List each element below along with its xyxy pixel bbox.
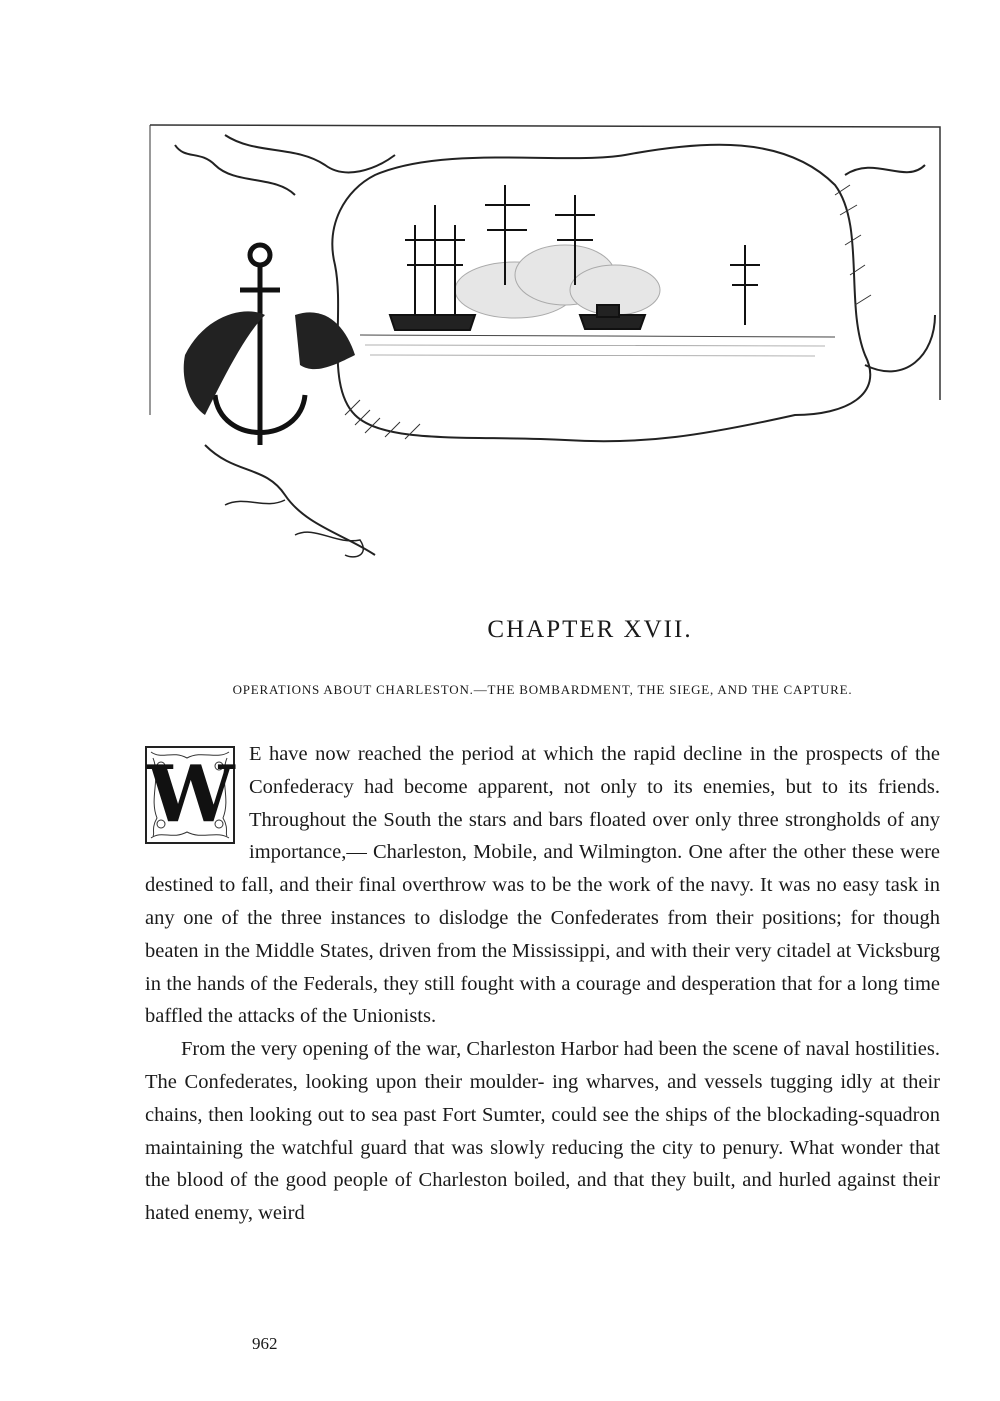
drop-cap — [145, 746, 235, 844]
drop-cap-letter: W — [147, 749, 235, 840]
naval-battle-engraving-icon — [145, 115, 945, 585]
paragraph: E have now reached the period at which the rapid decline in the prospects of the Confederacy had become apparent, not only to its enemies, but to its friends. Throughout the South the stars and bars floated over only three strongholds of any importance,— Charleston, Mobile, and Wilmington. One after the other these were destined to fall, and their final overthrow was to be the work of the navy. It was no easy task in any one of the three instances to dislodge the Confederates from their positions; for though beaten in the Middle States, driven from the Mississippi, and with their very citadel at Vicksburg in the hands of the Federals, they still fought with a courage and desperation that for a long time baffled the attacks of the Unionists. — [145, 743, 940, 1028]
paragraph: From the very opening of the war, Charleston Harbor had been the scene of naval hostilities. The Confederates, looking upon their moulder- ing wharves, and vessels tugging idly at their chains, then looking out to sea past Fort Sumter, could see the ships of the blockading-squadron maintaining the watchful guard that was slowly reducing the city to penury. What wonder that the blood of the good people of Charleston boiled, and that they built, and hurled against their hated enemy, weird — [145, 1038, 940, 1225]
chapter-header-illustration — [145, 115, 945, 585]
chapter-body — [145, 738, 940, 1230]
scroll-banner-icon — [175, 135, 935, 555]
chapter-subtitle: OPERATIONS ABOUT CHARLESTON.—THE BOMBARDMENT, THE SIEGE, AND THE CAPTURE. — [232, 682, 853, 697]
chapter-title: CHAPTER XVII. — [487, 616, 693, 643]
page-number: 962 — [252, 1334, 278, 1353]
